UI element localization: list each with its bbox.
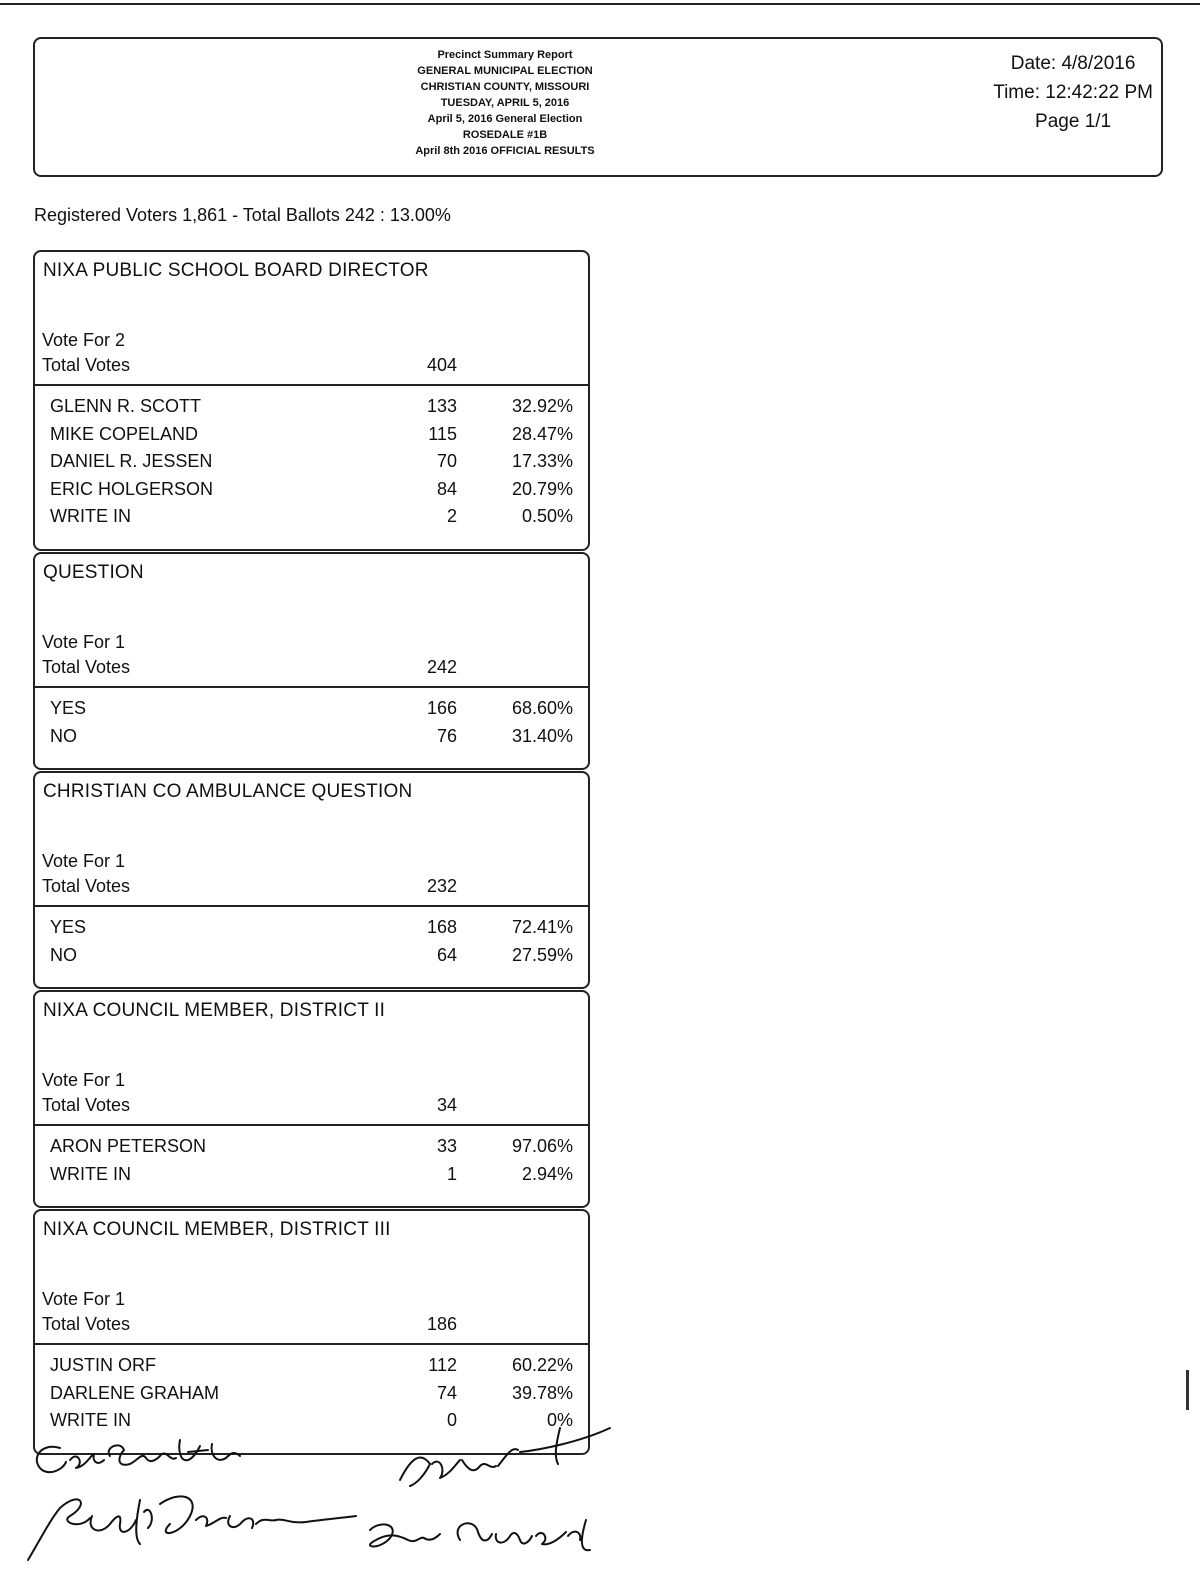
vote-for-label: Vote For 1: [42, 851, 126, 871]
vote-for-label: Vote For 1: [42, 632, 126, 652]
candidate-percent: 0%: [546, 1410, 573, 1430]
report-date: Date: 4/8/2016: [1010, 53, 1136, 74]
candidate-name: GLENN R. SCOTT: [50, 396, 202, 416]
candidate-votes: 84: [436, 478, 457, 499]
candidate-row: [35, 451, 588, 478]
turnout-summary: Registered Voters 1,861 - Total Ballots 242 : 13.00%: [34, 205, 451, 225]
report-meta: [993, 49, 1153, 136]
candidate-name: NO: [50, 944, 77, 965]
report-title: Precinct Summary Report: [437, 49, 573, 61]
total-votes-label: Total Votes: [42, 355, 131, 375]
candidate-row: [35, 424, 588, 451]
contest-divider: [35, 384, 588, 386]
contest-title: NIXA COUNCIL MEMBER, DISTRICT II: [43, 1000, 386, 1021]
results-status: April 8th 2016 OFFICIAL RESULTS: [415, 145, 595, 157]
candidate-percent: 72.41%: [511, 917, 573, 937]
election-label: April 5, 2016 General Election: [427, 113, 583, 125]
candidate-votes: 133: [426, 396, 457, 416]
total-votes-label: Total Votes: [42, 1095, 131, 1115]
signature-1: [37, 1440, 240, 1472]
candidate-name: WRITE IN: [50, 1410, 131, 1430]
candidate-row: [35, 1355, 588, 1382]
candidate-percent: 32.92%: [511, 396, 573, 416]
candidate-name: JUSTIN ORF: [50, 1355, 156, 1375]
candidate-row: [35, 1383, 588, 1410]
signature-4: [370, 1520, 590, 1550]
vote-for-label: Vote For 1: [42, 1070, 126, 1090]
candidate-votes: 115: [428, 423, 457, 444]
candidate-votes: 76: [436, 725, 457, 746]
candidate-percent: 20.79%: [511, 478, 573, 499]
contest-divider: [35, 1343, 588, 1345]
candidate-votes: 64: [436, 944, 457, 965]
candidate-name: YES: [50, 917, 87, 937]
total-votes-value: 242: [426, 657, 457, 677]
candidate-votes: 1: [446, 1163, 457, 1184]
candidate-percent: 60.22%: [511, 1355, 573, 1375]
total-votes-value: 232: [426, 876, 457, 896]
contest-divider: [35, 1124, 588, 1126]
contest-box: [33, 250, 590, 551]
candidate-name: YES: [50, 698, 87, 718]
contest-title: NIXA PUBLIC SCHOOL BOARD DIRECTOR: [43, 260, 429, 281]
candidate-row: [35, 396, 588, 423]
contest-box: [33, 771, 590, 989]
candidate-percent: 68.60%: [511, 698, 573, 718]
report-time: Time: 12:42:22 PM: [993, 82, 1153, 103]
candidate-votes: 168: [426, 917, 457, 937]
candidate-votes: 74: [436, 1382, 457, 1403]
election-name: GENERAL MUNICIPAL ELECTION: [417, 65, 593, 77]
election-date: TUESDAY, APRIL 5, 2016: [440, 97, 570, 109]
candidate-votes: 33: [436, 1136, 457, 1156]
candidate-row: [35, 479, 588, 506]
candidate-name: WRITE IN: [50, 506, 131, 526]
candidate-row: [35, 726, 588, 753]
contest-divider: [35, 905, 588, 907]
candidate-percent: 17.33%: [511, 451, 573, 471]
candidate-percent: 31.40%: [511, 725, 573, 746]
total-votes-value: 404: [426, 355, 457, 375]
candidate-row: [35, 698, 588, 725]
candidate-name: NO: [50, 725, 77, 746]
signature-block: [20, 1420, 640, 1570]
vote-for-label: Vote For 2: [42, 330, 126, 350]
total-votes-label: Total Votes: [42, 1314, 131, 1334]
contest-title: CHRISTIAN CO AMBULANCE QUESTION: [43, 781, 413, 802]
contest-title: NIXA COUNCIL MEMBER, DISTRICT III: [43, 1219, 391, 1240]
candidate-row: [35, 506, 588, 533]
signature-3: [400, 1428, 610, 1486]
candidate-votes: 112: [428, 1355, 457, 1375]
candidate-name: DARLENE GRAHAM: [50, 1382, 220, 1403]
vote-for-label: Vote For 1: [42, 1289, 126, 1309]
report-header: [33, 37, 1163, 177]
candidate-row: [35, 917, 588, 944]
contest-box: [33, 552, 590, 770]
contest-divider: [35, 686, 588, 688]
candidate-row: [35, 945, 588, 972]
candidate-percent: 2.94%: [521, 1163, 573, 1184]
report-title-block: [325, 47, 685, 159]
candidate-votes: 0: [446, 1410, 457, 1430]
candidate-name: ARON PETERSON: [50, 1136, 207, 1156]
candidate-percent: 0.50%: [521, 506, 573, 526]
precinct-name: ROSEDALE #1B: [462, 129, 548, 141]
total-votes-value: 34: [436, 1095, 457, 1115]
candidate-votes: 166: [426, 698, 457, 718]
candidate-percent: 27.59%: [511, 944, 573, 965]
candidate-votes: 2: [446, 506, 457, 526]
candidate-name: DANIEL R. JESSEN: [50, 451, 213, 471]
page-number: Page 1/1: [1035, 111, 1112, 132]
contest-box: [33, 990, 590, 1208]
candidate-percent: 28.47%: [511, 423, 573, 444]
contest-box: [33, 1209, 590, 1455]
candidate-row: [35, 1136, 588, 1163]
signature-2: [28, 1496, 356, 1560]
candidate-name: WRITE IN: [50, 1163, 131, 1184]
candidate-name: ERIC HOLGERSON: [50, 478, 214, 499]
top-edge-line: [0, 3, 1200, 5]
candidate-row: [35, 1164, 588, 1191]
total-votes-value: 186: [426, 1314, 457, 1334]
county-name: CHRISTIAN COUNTY, MISSOURI: [420, 81, 590, 93]
scan-artifact-mark: [1186, 1370, 1189, 1410]
candidate-percent: 39.78%: [511, 1382, 573, 1403]
candidate-percent: 97.06%: [511, 1136, 573, 1156]
total-votes-label: Total Votes: [42, 657, 131, 677]
candidate-name: MIKE COPELAND: [50, 423, 199, 444]
candidate-votes: 70: [436, 451, 457, 471]
total-votes-label: Total Votes: [42, 876, 131, 896]
contest-title: QUESTION: [43, 562, 144, 583]
